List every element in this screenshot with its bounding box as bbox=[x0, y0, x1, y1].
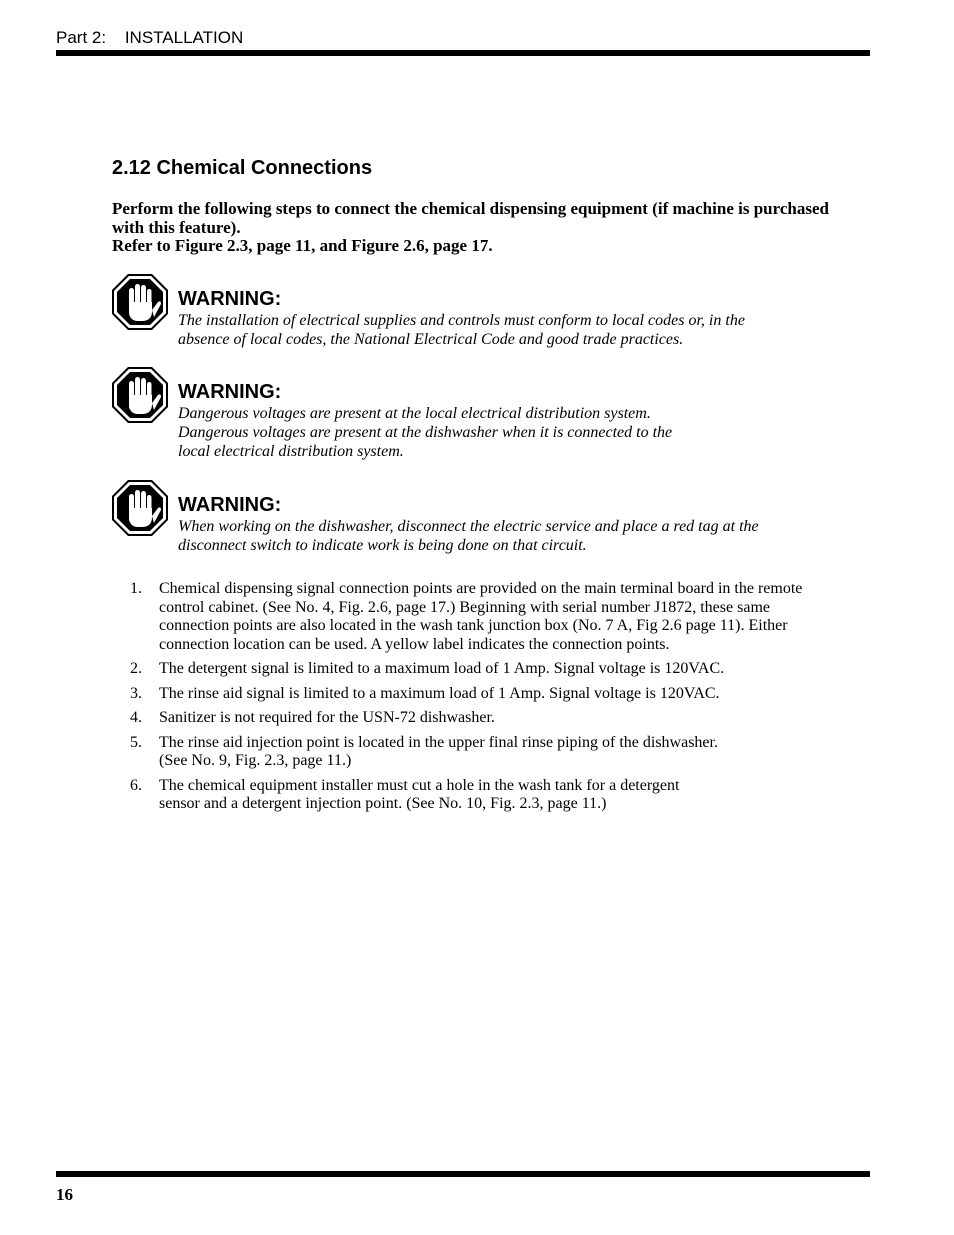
warning-1-line-1: The installation of electrical supplies and controls must conform to local codes or, in the bbox=[178, 312, 745, 329]
step-text: The detergent signal is limited to a maximum load of 1 Amp. Signal voltage is 120VAC. bbox=[159, 660, 725, 677]
warning-title-2: WARNING: bbox=[178, 381, 282, 403]
step-text: sensor and a detergent injection point. (See No. 10, Fig. 2.3, page 11.) bbox=[159, 795, 607, 812]
step-text: The chemical equipment installer must cut a hole in the wash tank for a detergent bbox=[159, 776, 680, 794]
step-text: connection location can be used. A yellow label indicates the connection points. bbox=[159, 635, 670, 653]
warning-body-2 bbox=[178, 404, 858, 461]
list-item bbox=[130, 580, 860, 654]
header-section: INSTALLATION bbox=[124, 28, 244, 47]
section-title: 2.12 Chemical Connections bbox=[112, 157, 373, 179]
warning-1-line-2: absence of local codes, the National Electrical Code and good trade practices. bbox=[178, 331, 684, 348]
list-item bbox=[130, 777, 860, 814]
step-text: control cabinet. (See No. 4, Fig. 2.6, page 17.) Beginning with serial number J1872, these same bbox=[159, 598, 770, 616]
warning-3-line-1: When working on the dishwasher, disconnect the electric service and place a red tag at the bbox=[178, 518, 759, 535]
intro-line-2: Refer to Figure 2.3, page 11, and Figure 2.6, page 17. bbox=[112, 236, 493, 255]
list-item bbox=[130, 660, 860, 679]
steps-list bbox=[130, 580, 860, 820]
warning-body-3 bbox=[178, 517, 858, 555]
warning-2-line-2: Dangerous voltages are present at the dishwasher when it is connected to the bbox=[178, 424, 673, 441]
warning-2-line-3: local electrical distribution system. bbox=[178, 443, 404, 460]
page-number: 16 bbox=[56, 1185, 73, 1204]
warning-title-3: WARNING: bbox=[178, 494, 282, 516]
warning-title-1: WARNING: bbox=[178, 288, 282, 310]
step-number: 2. bbox=[130, 660, 142, 677]
stop-hand-icon bbox=[112, 367, 168, 423]
intro bbox=[112, 200, 852, 256]
step-text: The rinse aid signal is limited to a maximum load of 1 Amp. Signal voltage is 120VAC. bbox=[159, 684, 720, 702]
header-part: Part 2: bbox=[56, 28, 107, 47]
list-item bbox=[130, 685, 860, 704]
stop-hand-icon bbox=[112, 480, 168, 536]
step-number: 4. bbox=[130, 709, 142, 726]
warning-3-line-2: disconnect switch to indicate work is being done on that circuit. bbox=[178, 537, 587, 554]
warning-2-line-1: Dangerous voltages are present at the local electrical distribution system. bbox=[178, 405, 651, 422]
list-item bbox=[130, 709, 860, 728]
step-number: 1. bbox=[130, 580, 142, 597]
step-text: The rinse aid injection point is located in the upper final rinse piping of the dishwasher. bbox=[159, 733, 718, 751]
step-text: (See No. 9, Fig. 2.3, page 11.) bbox=[159, 752, 352, 769]
page-header bbox=[56, 28, 243, 48]
step-text: Chemical dispensing signal connection points are provided on the main terminal board in the remote bbox=[159, 580, 803, 597]
list-item bbox=[130, 734, 860, 771]
header-rule bbox=[56, 50, 870, 56]
step-number: 6. bbox=[130, 776, 142, 794]
step-number: 5. bbox=[130, 733, 142, 751]
warning-body-1 bbox=[178, 311, 858, 349]
step-number: 3. bbox=[130, 684, 142, 702]
intro-line-1: Perform the following steps to connect the chemical dispensing equipment (if machine is purchased with this feature). bbox=[112, 199, 829, 237]
footer-rule bbox=[56, 1171, 870, 1177]
step-text: Sanitizer is not required for the USN-72 dishwasher. bbox=[159, 709, 495, 726]
step-text: connection points are also located in the wash tank junction box (No. 7 A, Fig 2.6 page 11). Either bbox=[159, 617, 788, 634]
stop-hand-icon bbox=[112, 274, 168, 330]
